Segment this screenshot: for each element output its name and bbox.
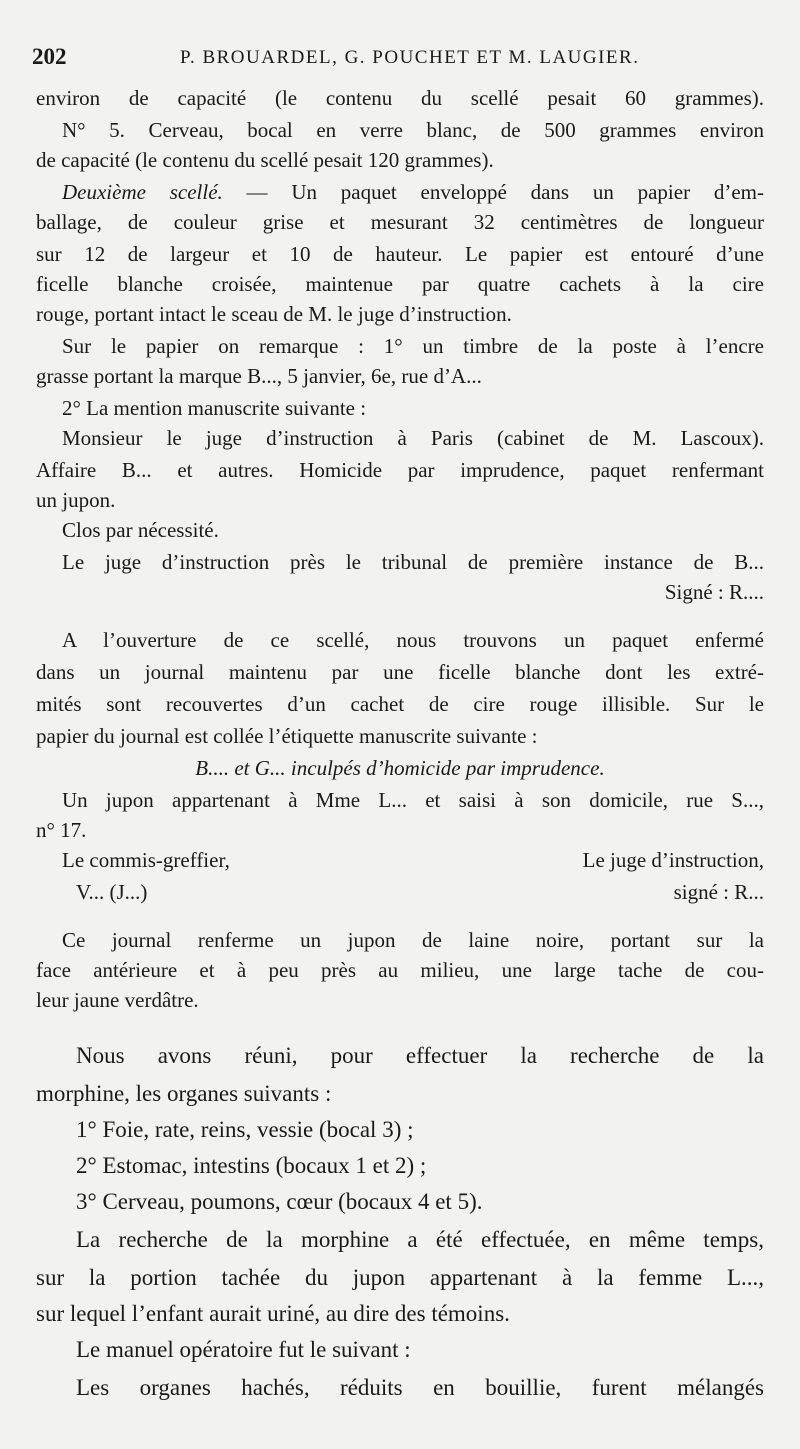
text-line: [36, 178, 764, 206]
text-line: ficelle blanche croisée, maintenue par quatre cachets à la cire: [36, 272, 764, 296]
text-line: rouge, portant intact le sceau de M. le juge d’instruction.: [36, 302, 512, 326]
judge-signed: signé : R...: [673, 880, 764, 904]
page-number: 202: [32, 44, 67, 69]
text-line: sur lequel l’enfant aurait uriné, au dire des témoins.: [36, 1301, 510, 1326]
text-line: 2° La mention manuscrite suivante :: [62, 396, 367, 420]
text-line: de capacité (le contenu du scellé pesait 120 grammes).: [36, 148, 494, 172]
text-line: Un jupon appartenant à Mme L... et saisi à son domicile, rue S...,: [62, 788, 764, 812]
text-line: Affaire B... et autres. Homicide par imprudence, paquet renfermant: [36, 458, 764, 482]
text-line: mités sont recouvertes d’un cachet de cire rouge illisible. Sur le: [36, 692, 764, 716]
signature-row: [36, 878, 764, 906]
running-title: P. BROUARDEL, G. POUCHET ET M. LAUGIER.: [180, 47, 640, 68]
judge-label: Le juge d’instruction,: [582, 848, 764, 872]
label-line: B.... et G... inculpés d’homicide par imprudence.: [195, 756, 605, 780]
text-line: sur la portion tachée du jupon appartenant à la femme L...,: [36, 1265, 764, 1290]
text-line: environ de capacité (le contenu du scellé pesait 60 grammes).: [36, 86, 764, 110]
text-line: Clos par nécessité.: [62, 518, 219, 542]
text-line: leur jaune verdâtre.: [36, 988, 199, 1012]
scelle-title: Deuxième scellé.: [62, 180, 223, 204]
text-line: morphine, les organes suivants :: [36, 1081, 332, 1106]
list-item: 2° Estomac, intestins (bocaux 1 et 2) ;: [76, 1153, 427, 1178]
text-line: Nous avons réuni, pour effectuer la recherche de la: [76, 1043, 764, 1068]
signature-row: [36, 846, 764, 874]
list-item: 1° Foie, rate, reins, vessie (bocal 3) ;: [76, 1117, 414, 1142]
text-line: Monsieur le juge d’instruction à Paris (cabinet de M. Lascoux).: [62, 426, 764, 450]
text-line: A l’ouverture de ce scellé, nous trouvons un paquet enfermé: [62, 628, 764, 652]
clerk-label: Le commis-greffier,: [62, 848, 230, 872]
text-line: N° 5. Cerveau, bocal en verre blanc, de 500 grammes environ: [62, 118, 764, 142]
list-item: 3° Cerveau, poumons, cœur (bocaux 4 et 5).: [76, 1189, 483, 1214]
text-line: n° 17.: [36, 818, 87, 842]
text-line: Les organes hachés, réduits en bouillie, furent mélangés: [76, 1375, 764, 1400]
text-line: dans un journal maintenu par une ficelle blanche dont les extré-: [36, 660, 764, 684]
text-line: Le juge d’instruction près le tribunal de première instance de B...: [62, 550, 764, 574]
signature-line: Signé : R....: [664, 580, 764, 604]
text-line: Ce journal renferme un jupon de laine noire, portant sur la: [62, 928, 764, 952]
text-line: face antérieure et à peu près au milieu, une large tache de cou-: [36, 958, 764, 982]
page-header: [30, 44, 770, 74]
clerk-name: V... (J...): [76, 880, 148, 904]
text-line: [36, 362, 764, 390]
text-line: ballage, de couleur grise et mesurant 32 centimètres de longueur: [36, 210, 764, 234]
text-line: Le manuel opératoire fut le suivant :: [76, 1337, 411, 1362]
text-line: un jupon.: [36, 488, 116, 512]
line-start: grasse portant la marque B..., 5 janvier, 6e, rue d’A...: [36, 364, 482, 388]
text-line: Sur le papier on remarque : 1° un timbre de la poste à l’encre: [62, 334, 764, 358]
scelle-text: — Un paquet enveloppé dans un papier d’em-: [222, 180, 764, 204]
text-line: papier du journal est collée l’étiquette manuscrite suivante :: [36, 724, 538, 748]
text-line: La recherche de la morphine a été effectuée, en même temps,: [76, 1227, 764, 1252]
text-line: sur 12 de largeur et 10 de hauteur. Le papier est entouré d’une: [36, 242, 764, 266]
